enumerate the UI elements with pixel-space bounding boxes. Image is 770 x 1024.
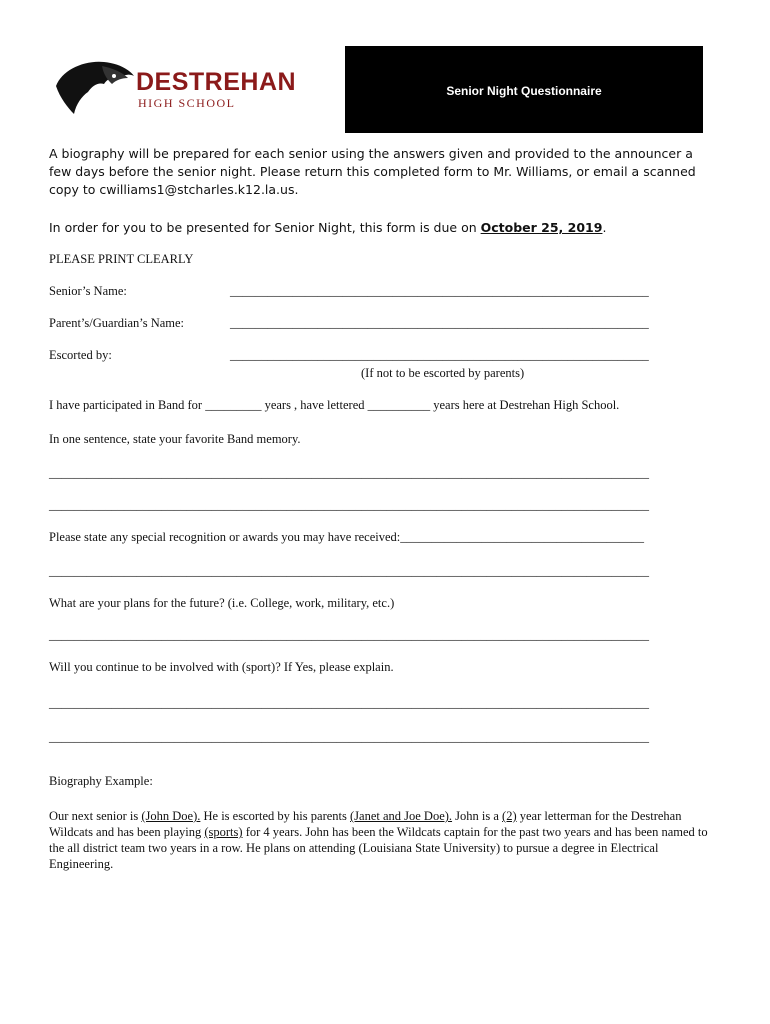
sport-question: Will you continue to be involved with (sport)? If Yes, please explain. <box>49 660 394 674</box>
seniors-name-field[interactable]: ___________________________________________________________________ <box>230 284 649 298</box>
intro-paragraph: A biography will be prepared for each senior using the answers given and provided to the announcer a few days before the senior night. Please return this completed form to Mr. Williams, or email a scanned copy to cwilliams1@stcharles.k12.la.us. <box>49 146 696 197</box>
sport-answer-line-1[interactable]: ________________________________________________________________________________________________ <box>49 696 649 710</box>
form-title: Senior Night Questionnaire <box>446 84 602 98</box>
escorted-by-field[interactable]: ___________________________________________________________________ <box>230 348 649 362</box>
band-memory-answer-line-2[interactable]: ________________________________________________________________________________________________ <box>49 498 649 512</box>
future-plans-question: What are your plans for the future? (i.e. College, work, military, etc.) <box>49 596 395 610</box>
blank-sport: (sports) <box>204 825 243 839</box>
logo-title: DESTREHAN <box>136 68 297 96</box>
parents-name-label: Parent’s/Guardian’s Name: <box>49 316 185 330</box>
escorted-by-label: Escorted by: <box>49 348 112 362</box>
awards-answer-line[interactable]: ________________________________________________________________________________________________ <box>49 564 649 578</box>
due-date: October 25, 2019 <box>480 220 603 235</box>
sport-answer-line-2[interactable]: ________________________________________________________________________________________________ <box>49 730 649 744</box>
wildcat-logo-icon <box>52 56 142 120</box>
blank-parents: (Janet and Joe Doe). <box>350 809 453 823</box>
due-suffix: . <box>602 220 607 235</box>
band-memory-answer-line-1[interactable]: ________________________________________________________________________________________________ <box>49 466 649 480</box>
awards-question[interactable]: Please state any special recognition or awards you may have received:_______________________________________ <box>49 530 645 544</box>
parents-name-field[interactable]: ___________________________________________________________________ <box>230 316 649 330</box>
biography-example: Our next senior is (John Doe). He is escorted by his parents (Janet and Joe Doe). John is a (2) year letterman for the Destrehan Wildcats and has been playing (sports) for 4 years. John has been the Wildcats captain for the past two years and has been named to the all district team two years in a row. He plans on attending (Louisiana State University) to pursue a degree in Electrical Engineering. <box>49 809 708 871</box>
print-clearly-note: PLEASE PRINT CLEARLY <box>49 252 194 266</box>
due-prefix: In order for you to be presented for Senior Night, this form is due on <box>49 220 481 235</box>
band-memory-question: In one sentence, state your favorite Band memory. <box>49 432 301 446</box>
blank-years: (2) <box>502 809 517 823</box>
future-plans-answer-line[interactable]: ________________________________________________________________________________________________ <box>49 628 649 642</box>
band-participation-line[interactable]: I have participated in Band for _________ years , have lettered __________ years here at Destrehan High School. <box>49 398 620 412</box>
seniors-name-label: Senior’s Name: <box>49 284 127 298</box>
blank-name: (John Doe). <box>141 809 201 823</box>
biography-heading: Biography Example: <box>49 774 153 788</box>
escort-note: (If not to be escorted by parents) <box>361 366 525 380</box>
due-date-line <box>49 220 606 235</box>
logo-subtitle: HIGH SCHOOL <box>138 96 236 110</box>
